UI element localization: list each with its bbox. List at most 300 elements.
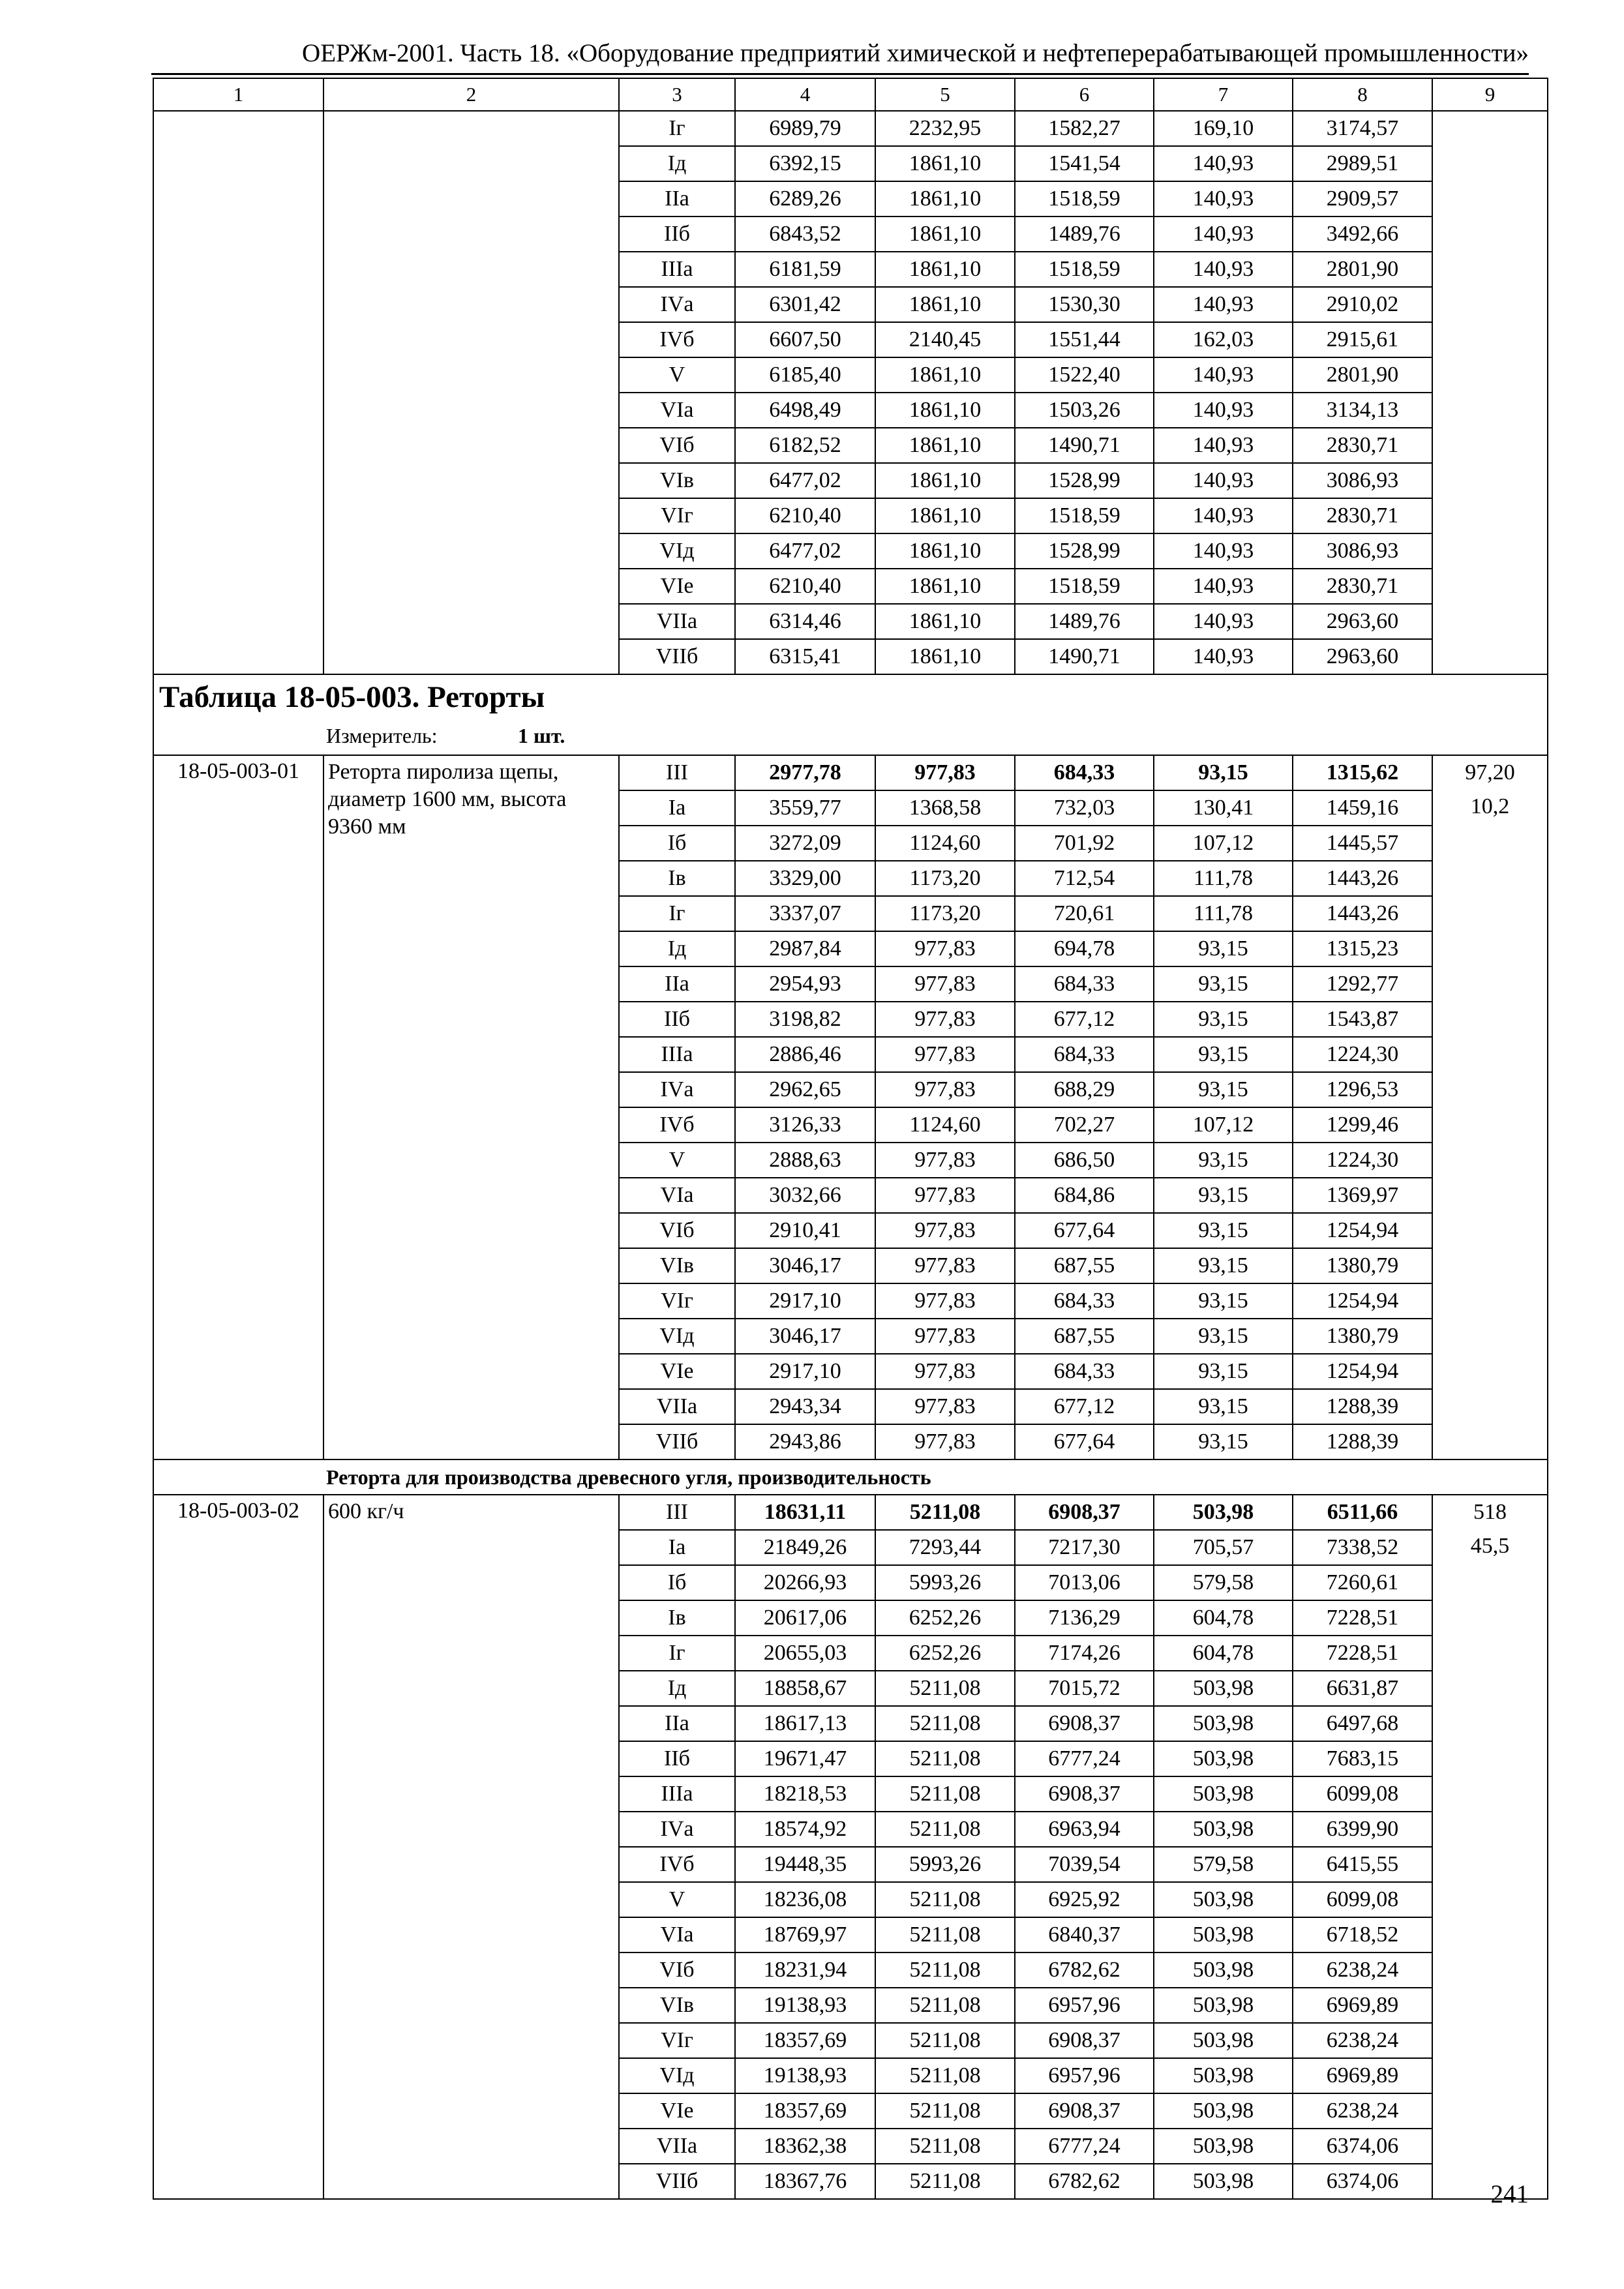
zone-cell: VIд [619, 2058, 735, 2093]
operator-wages-cell: 130,41 [1154, 790, 1293, 826]
base-cost-cell: 20617,06 [735, 1600, 875, 1636]
base-cost-cell: 6477,02 [735, 533, 875, 569]
wages-cell: 5211,08 [875, 2164, 1015, 2199]
zone-cell: VIIб [619, 1424, 735, 1459]
zone-cell: VIд [619, 533, 735, 569]
operator-wages-cell: 140,93 [1154, 181, 1293, 217]
machines-cell: 6777,24 [1015, 2129, 1154, 2164]
machines-cell: 1541,54 [1015, 146, 1154, 181]
base-cost-cell: 6301,42 [735, 287, 875, 322]
operator-wages-cell: 93,15 [1154, 1002, 1293, 1037]
base-cost-cell: 2886,46 [735, 1037, 875, 1072]
materials-cell: 3086,93 [1293, 463, 1432, 498]
machines-cell: 687,55 [1015, 1319, 1154, 1354]
operator-wages-cell: 503,98 [1154, 1988, 1293, 2023]
machines-cell: 677,64 [1015, 1424, 1154, 1459]
wages-cell: 1861,10 [875, 252, 1015, 287]
wages-cell: 977,83 [875, 1072, 1015, 1107]
base-cost-cell: 2917,10 [735, 1283, 875, 1319]
operator-wages-cell: 140,93 [1154, 604, 1293, 639]
materials-cell: 1292,77 [1293, 966, 1432, 1002]
machines-cell: 1503,26 [1015, 393, 1154, 428]
wages-cell: 5211,08 [875, 1776, 1015, 1812]
operator-wages-cell: 503,98 [1154, 2164, 1293, 2199]
base-cost-cell: 6210,40 [735, 498, 875, 533]
operator-wages-cell: 93,15 [1154, 1283, 1293, 1319]
base-cost-cell: 3337,07 [735, 896, 875, 931]
operator-wages-cell: 93,15 [1154, 1213, 1293, 1248]
materials-cell: 1288,39 [1293, 1389, 1432, 1424]
wages-cell: 5211,08 [875, 2023, 1015, 2058]
operator-wages-cell: 93,15 [1154, 1143, 1293, 1178]
zone-cell: VIв [619, 1248, 735, 1283]
materials-cell: 1443,26 [1293, 896, 1432, 931]
zone-cell: Iд [619, 931, 735, 966]
materials-cell: 6497,68 [1293, 1706, 1432, 1741]
materials-cell: 7683,15 [1293, 1741, 1432, 1776]
machines-cell: 6957,96 [1015, 1988, 1154, 2023]
operator-wages-cell: 93,15 [1154, 1424, 1293, 1459]
materials-cell: 2830,71 [1293, 498, 1432, 533]
wages-cell: 2232,95 [875, 111, 1015, 146]
zone-cell: V [619, 357, 735, 393]
col9-cell [1432, 755, 1548, 1459]
machines-cell: 6925,92 [1015, 1882, 1154, 1917]
rates-table [153, 78, 1548, 2200]
wages-cell: 1861,10 [875, 217, 1015, 252]
wages-cell: 1861,10 [875, 393, 1015, 428]
zone-cell: IIа [619, 181, 735, 217]
materials-cell: 3174,57 [1293, 111, 1432, 146]
table-title: Таблица 18-05-003. Реторты [159, 680, 545, 714]
operator-wages-cell: 93,15 [1154, 1072, 1293, 1107]
base-cost-cell: 19138,93 [735, 2058, 875, 2093]
zone-cell: IVб [619, 322, 735, 357]
base-cost-cell: 18769,97 [735, 1917, 875, 1952]
wages-cell: 977,83 [875, 1354, 1015, 1389]
machines-cell: 6908,37 [1015, 2023, 1154, 2058]
column-number: 6 [1015, 78, 1154, 111]
base-cost-cell: 18357,69 [735, 2093, 875, 2129]
unit-value: 1 шт. [518, 724, 565, 747]
operator-wages-cell: 503,98 [1154, 2093, 1293, 2129]
operator-wages-cell: 93,15 [1154, 1178, 1293, 1213]
wages-cell: 977,83 [875, 755, 1015, 790]
item-name: Реторта пиролиза щепы, диаметр 1600 мм, высота 9360 мм [323, 755, 619, 1459]
col9-value: 97,20 [1465, 760, 1515, 785]
machines-cell: 1522,40 [1015, 357, 1154, 393]
operator-wages-cell: 604,78 [1154, 1636, 1293, 1671]
operator-wages-cell: 503,98 [1154, 1706, 1293, 1741]
base-cost-cell: 18631,11 [735, 1495, 875, 1530]
base-cost-cell: 19138,93 [735, 1988, 875, 2023]
col9-value: 518 [1473, 1500, 1507, 1524]
operator-wages-cell: 705,57 [1154, 1530, 1293, 1565]
table-row [153, 1495, 1548, 1530]
materials-cell: 3492,66 [1293, 217, 1432, 252]
item-code: 18-05-003-02 [153, 1495, 323, 2199]
zone-cell: VIIа [619, 604, 735, 639]
machines-cell: 677,64 [1015, 1213, 1154, 1248]
materials-cell: 6374,06 [1293, 2129, 1432, 2164]
base-cost-cell: 3272,09 [735, 826, 875, 861]
column-number: 7 [1154, 78, 1293, 111]
column-number: 1 [153, 78, 323, 111]
zone-cell: Iг [619, 1636, 735, 1671]
base-cost-cell: 6989,79 [735, 111, 875, 146]
zone-cell: IIа [619, 1706, 735, 1741]
zone-cell: Iв [619, 861, 735, 896]
materials-cell: 1224,30 [1293, 1143, 1432, 1178]
base-cost-cell: 6607,50 [735, 322, 875, 357]
zone-cell: IVб [619, 1847, 735, 1882]
item-code: 18-05-003-01 [153, 755, 323, 1459]
machines-cell: 712,54 [1015, 861, 1154, 896]
operator-wages-cell: 503,98 [1154, 1741, 1293, 1776]
base-cost-cell: 3032,66 [735, 1178, 875, 1213]
materials-cell: 6238,24 [1293, 2093, 1432, 2129]
zone-cell: V [619, 1143, 735, 1178]
machines-cell: 1490,71 [1015, 428, 1154, 463]
machines-cell: 684,33 [1015, 755, 1154, 790]
wages-cell: 5211,08 [875, 1882, 1015, 1917]
operator-wages-cell: 503,98 [1154, 1495, 1293, 1530]
materials-cell: 2989,51 [1293, 146, 1432, 181]
operator-wages-cell: 140,93 [1154, 393, 1293, 428]
base-cost-cell: 3046,17 [735, 1248, 875, 1283]
operator-wages-cell: 503,98 [1154, 2058, 1293, 2093]
materials-cell: 2910,02 [1293, 287, 1432, 322]
operator-wages-cell: 162,03 [1154, 322, 1293, 357]
table-body [153, 78, 1548, 2199]
machines-cell: 1530,30 [1015, 287, 1154, 322]
materials-cell: 1315,62 [1293, 755, 1432, 790]
operator-wages-cell: 93,15 [1154, 1389, 1293, 1424]
materials-cell: 6969,89 [1293, 1988, 1432, 2023]
zone-cell: VIе [619, 569, 735, 604]
operator-wages-cell: 579,58 [1154, 1847, 1293, 1882]
base-cost-cell: 6182,52 [735, 428, 875, 463]
code-cell-empty [153, 111, 323, 674]
materials-cell: 1380,79 [1293, 1319, 1432, 1354]
wages-cell: 977,83 [875, 1037, 1015, 1072]
materials-cell: 6631,87 [1293, 1671, 1432, 1706]
materials-cell: 2909,57 [1293, 181, 1432, 217]
base-cost-cell: 3329,00 [735, 861, 875, 896]
materials-cell: 7260,61 [1293, 1565, 1432, 1600]
base-cost-cell: 18231,94 [735, 1952, 875, 1988]
materials-cell: 1315,23 [1293, 931, 1432, 966]
machines-cell: 684,33 [1015, 1037, 1154, 1072]
machines-cell: 6908,37 [1015, 1706, 1154, 1741]
wages-cell: 1861,10 [875, 287, 1015, 322]
machines-cell: 684,33 [1015, 1354, 1154, 1389]
materials-cell: 6374,06 [1293, 2164, 1432, 2199]
wages-cell: 5211,08 [875, 1741, 1015, 1776]
wages-cell: 977,83 [875, 1248, 1015, 1283]
machines-cell: 7217,30 [1015, 1530, 1154, 1565]
wages-cell: 1861,10 [875, 146, 1015, 181]
materials-cell: 1254,94 [1293, 1283, 1432, 1319]
zone-cell: IVа [619, 287, 735, 322]
operator-wages-cell: 503,98 [1154, 1952, 1293, 1988]
wages-cell: 977,83 [875, 966, 1015, 1002]
column-number: 8 [1293, 78, 1432, 111]
zone-cell: Iб [619, 1565, 735, 1600]
wages-cell: 1861,10 [875, 498, 1015, 533]
operator-wages-cell: 93,15 [1154, 966, 1293, 1002]
wages-cell: 977,83 [875, 1389, 1015, 1424]
machines-cell: 6963,94 [1015, 1812, 1154, 1847]
base-cost-cell: 2943,86 [735, 1424, 875, 1459]
zone-cell: VIе [619, 2093, 735, 2129]
operator-wages-cell: 93,15 [1154, 755, 1293, 790]
base-cost-cell: 2943,34 [735, 1389, 875, 1424]
materials-cell: 1296,53 [1293, 1072, 1432, 1107]
operator-wages-cell: 604,78 [1154, 1600, 1293, 1636]
operator-wages-cell: 140,93 [1154, 498, 1293, 533]
base-cost-cell: 6843,52 [735, 217, 875, 252]
materials-cell: 6511,66 [1293, 1495, 1432, 1530]
materials-cell: 1288,39 [1293, 1424, 1432, 1459]
zone-cell: VIIа [619, 2129, 735, 2164]
wages-cell: 5211,08 [875, 1952, 1015, 1988]
item-name: 600 кг/ч [323, 1495, 619, 2199]
wages-cell: 1861,10 [875, 604, 1015, 639]
zone-cell: Iв [619, 1600, 735, 1636]
materials-cell: 7228,51 [1293, 1636, 1432, 1671]
operator-wages-cell: 140,93 [1154, 533, 1293, 569]
operator-wages-cell: 140,93 [1154, 287, 1293, 322]
column-number: 9 [1432, 78, 1548, 111]
wages-cell: 1124,60 [875, 826, 1015, 861]
zone-cell: VIв [619, 463, 735, 498]
materials-cell: 1299,46 [1293, 1107, 1432, 1143]
wages-cell: 5211,08 [875, 1812, 1015, 1847]
machines-cell: 684,33 [1015, 1283, 1154, 1319]
machines-cell: 686,50 [1015, 1143, 1154, 1178]
machines-cell: 7039,54 [1015, 1847, 1154, 1882]
materials-cell: 6718,52 [1293, 1917, 1432, 1952]
wages-cell: 7293,44 [875, 1530, 1015, 1565]
machines-cell: 6908,37 [1015, 1776, 1154, 1812]
machines-cell: 6908,37 [1015, 2093, 1154, 2129]
operator-wages-cell: 111,78 [1154, 896, 1293, 931]
wages-cell: 6252,26 [875, 1636, 1015, 1671]
materials-cell: 1224,30 [1293, 1037, 1432, 1072]
machines-cell: 7136,29 [1015, 1600, 1154, 1636]
wages-cell: 2140,45 [875, 322, 1015, 357]
machines-cell: 6840,37 [1015, 1917, 1154, 1952]
operator-wages-cell: 503,98 [1154, 1882, 1293, 1917]
base-cost-cell: 2987,84 [735, 931, 875, 966]
base-cost-cell: 6315,41 [735, 639, 875, 674]
base-cost-cell: 3126,33 [735, 1107, 875, 1143]
zone-cell: Iа [619, 1530, 735, 1565]
column-number-row [153, 78, 1548, 111]
zone-cell: VIв [619, 1988, 735, 2023]
base-cost-cell: 18357,69 [735, 2023, 875, 2058]
zone-cell: Iд [619, 1671, 735, 1706]
wages-cell: 977,83 [875, 1178, 1015, 1213]
wages-cell: 1173,20 [875, 896, 1015, 931]
operator-wages-cell: 503,98 [1154, 1917, 1293, 1952]
machines-cell: 677,12 [1015, 1389, 1154, 1424]
machines-cell: 7174,26 [1015, 1636, 1154, 1671]
machines-cell: 684,33 [1015, 966, 1154, 1002]
zone-cell: Iг [619, 111, 735, 146]
materials-cell: 6238,24 [1293, 1952, 1432, 1988]
zone-cell: V [619, 1882, 735, 1917]
base-cost-cell: 2910,41 [735, 1213, 875, 1248]
operator-wages-cell: 503,98 [1154, 1671, 1293, 1706]
machines-cell: 702,27 [1015, 1107, 1154, 1143]
machines-cell: 1518,59 [1015, 181, 1154, 217]
zone-cell: Iд [619, 146, 735, 181]
zone-cell: IIIа [619, 1776, 735, 1812]
wages-cell: 1861,10 [875, 533, 1015, 569]
operator-wages-cell: 140,93 [1154, 428, 1293, 463]
materials-cell: 6099,08 [1293, 1776, 1432, 1812]
materials-cell: 1369,97 [1293, 1178, 1432, 1213]
materials-cell: 2915,61 [1293, 322, 1432, 357]
column-number: 4 [735, 78, 875, 111]
wages-cell: 1124,60 [875, 1107, 1015, 1143]
wages-cell: 977,83 [875, 1002, 1015, 1037]
materials-cell: 1445,57 [1293, 826, 1432, 861]
zone-cell: IIIа [619, 1037, 735, 1072]
zone-cell: VIд [619, 1319, 735, 1354]
page-number: 241 [1490, 2180, 1529, 2208]
zone-cell: VIб [619, 1952, 735, 1988]
machines-cell: 720,61 [1015, 896, 1154, 931]
zone-cell: VIе [619, 1354, 735, 1389]
base-cost-cell: 19671,47 [735, 1741, 875, 1776]
base-cost-cell: 18362,38 [735, 2129, 875, 2164]
base-cost-cell: 18858,67 [735, 1671, 875, 1706]
machines-cell: 677,12 [1015, 1002, 1154, 1037]
machines-cell: 6777,24 [1015, 1741, 1154, 1776]
materials-cell: 6399,90 [1293, 1812, 1432, 1847]
wages-cell: 1861,10 [875, 428, 1015, 463]
base-cost-cell: 18617,13 [735, 1706, 875, 1741]
page-header: ОЕРЖм-2001. Часть 18. «Оборудование предприятий химической и нефтеперерабатывающей промышленности» [151, 34, 1529, 75]
wages-cell: 977,83 [875, 1143, 1015, 1178]
base-cost-cell: 6181,59 [735, 252, 875, 287]
machines-cell: 1582,27 [1015, 111, 1154, 146]
base-cost-cell: 20266,93 [735, 1565, 875, 1600]
machines-cell: 1518,59 [1015, 498, 1154, 533]
table-row [153, 111, 1548, 146]
base-cost-cell: 6392,15 [735, 146, 875, 181]
materials-cell: 6238,24 [1293, 2023, 1432, 2058]
base-cost-cell: 19448,35 [735, 1847, 875, 1882]
zone-cell: VIIб [619, 639, 735, 674]
base-cost-cell: 18218,53 [735, 1776, 875, 1812]
materials-cell: 1459,16 [1293, 790, 1432, 826]
name-cell-empty [323, 111, 619, 674]
materials-cell: 6969,89 [1293, 2058, 1432, 2093]
zone-cell: IVа [619, 1072, 735, 1107]
operator-wages-cell: 140,93 [1154, 252, 1293, 287]
zone-cell: VIа [619, 1917, 735, 1952]
col9-value: 45,5 [1470, 1534, 1510, 1558]
table-title-cell [153, 674, 1548, 755]
column-number: 3 [619, 78, 735, 111]
wages-cell: 977,83 [875, 1319, 1015, 1354]
machines-cell: 1490,71 [1015, 639, 1154, 674]
wages-cell: 977,83 [875, 1424, 1015, 1459]
zone-cell: IIа [619, 966, 735, 1002]
machines-cell: 7015,72 [1015, 1671, 1154, 1706]
operator-wages-cell: 93,15 [1154, 1354, 1293, 1389]
wages-cell: 5211,08 [875, 1495, 1015, 1530]
wages-cell: 5993,26 [875, 1847, 1015, 1882]
machines-cell: 1518,59 [1015, 252, 1154, 287]
materials-cell: 1443,26 [1293, 861, 1432, 896]
base-cost-cell: 2962,65 [735, 1072, 875, 1107]
base-cost-cell: 6314,46 [735, 604, 875, 639]
wages-cell: 5211,08 [875, 2058, 1015, 2093]
operator-wages-cell: 140,93 [1154, 217, 1293, 252]
zone-cell: VIг [619, 2023, 735, 2058]
wages-cell: 5211,08 [875, 2129, 1015, 2164]
wages-cell: 5211,08 [875, 1917, 1015, 1952]
materials-cell: 1254,94 [1293, 1213, 1432, 1248]
base-cost-cell: 21849,26 [735, 1530, 875, 1565]
materials-cell: 2801,90 [1293, 357, 1432, 393]
zone-cell: IVа [619, 1812, 735, 1847]
zone-cell: IIIа [619, 252, 735, 287]
operator-wages-cell: 140,93 [1154, 463, 1293, 498]
base-cost-cell: 20655,03 [735, 1636, 875, 1671]
materials-cell: 1543,87 [1293, 1002, 1432, 1037]
machines-cell: 1489,76 [1015, 217, 1154, 252]
wages-cell: 1861,10 [875, 181, 1015, 217]
zone-cell: III [619, 755, 735, 790]
machines-cell: 684,86 [1015, 1178, 1154, 1213]
wages-cell: 1861,10 [875, 569, 1015, 604]
wages-cell: 5211,08 [875, 1988, 1015, 2023]
zone-cell: Iг [619, 896, 735, 931]
base-cost-cell: 6477,02 [735, 463, 875, 498]
materials-cell: 7228,51 [1293, 1600, 1432, 1636]
zone-cell: VIа [619, 1178, 735, 1213]
base-cost-cell: 3559,77 [735, 790, 875, 826]
machines-cell: 687,55 [1015, 1248, 1154, 1283]
operator-wages-cell: 140,93 [1154, 639, 1293, 674]
machines-cell: 1528,99 [1015, 533, 1154, 569]
column-number: 5 [875, 78, 1015, 111]
wages-cell: 1368,58 [875, 790, 1015, 826]
zone-cell: VIа [619, 393, 735, 428]
materials-cell: 2963,60 [1293, 604, 1432, 639]
zone-cell: VIIа [619, 1389, 735, 1424]
machines-cell: 1518,59 [1015, 569, 1154, 604]
base-cost-cell: 3198,82 [735, 1002, 875, 1037]
machines-cell: 6957,96 [1015, 2058, 1154, 2093]
zone-cell: IVб [619, 1107, 735, 1143]
operator-wages-cell: 503,98 [1154, 1776, 1293, 1812]
materials-cell: 7338,52 [1293, 1530, 1432, 1565]
unit-line [159, 719, 1542, 752]
zone-cell: IIб [619, 217, 735, 252]
base-cost-cell: 6498,49 [735, 393, 875, 428]
base-cost-cell: 6289,26 [735, 181, 875, 217]
wages-cell: 1173,20 [875, 861, 1015, 896]
operator-wages-cell: 503,98 [1154, 2023, 1293, 2058]
zone-cell: Iб [619, 826, 735, 861]
